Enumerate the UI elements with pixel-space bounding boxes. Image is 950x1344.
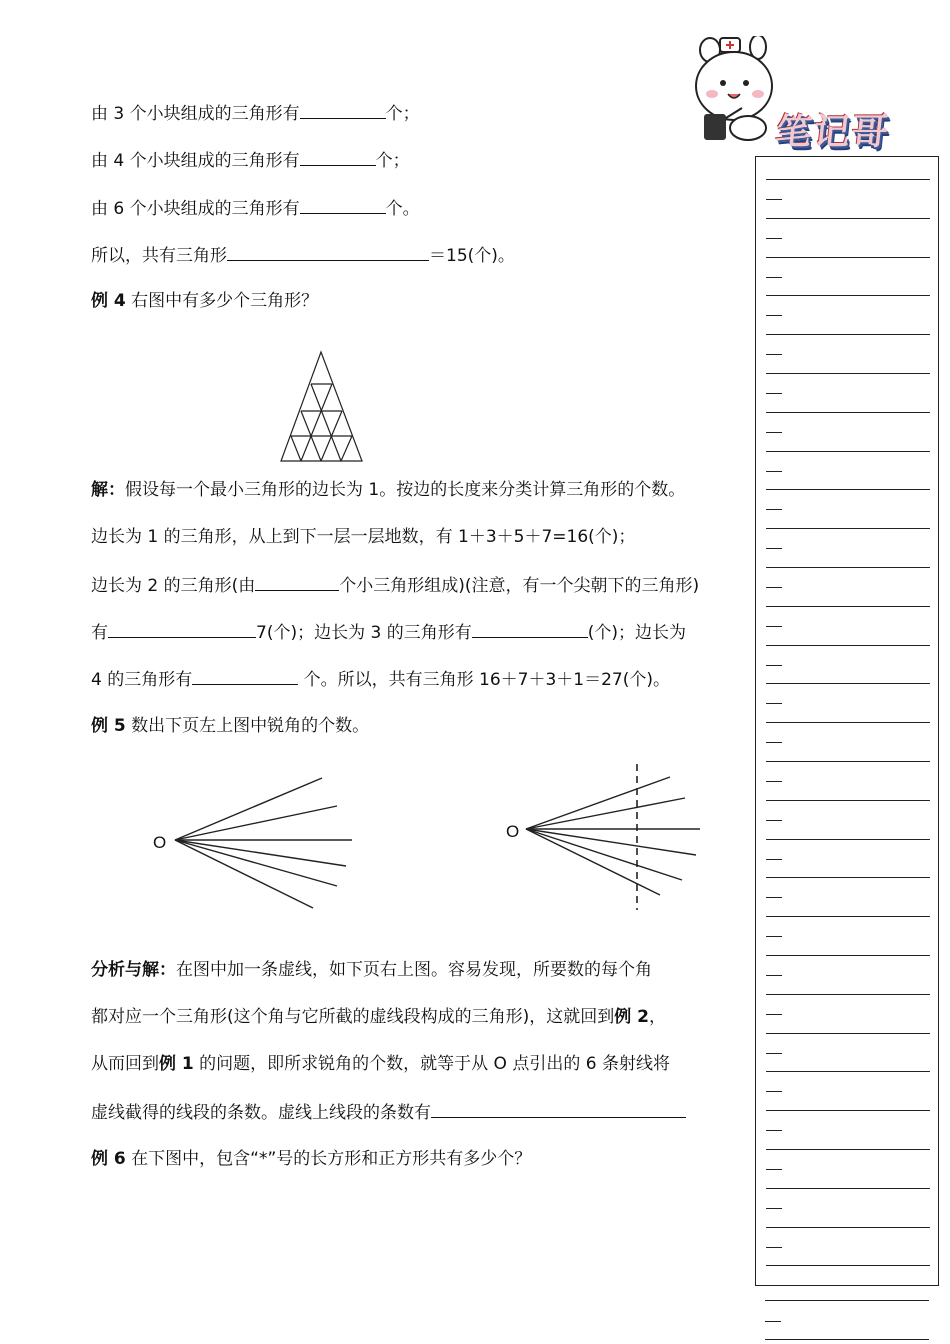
line-text: 在下图中，包含“*”号的长方形和正方形共有多少个？ — [125, 1149, 532, 1169]
answer-blank[interactable] — [300, 148, 376, 166]
note-line-short — [766, 277, 782, 278]
line-text: 右图中有多少个三角形？ — [125, 291, 319, 311]
note-line[interactable] — [766, 955, 930, 956]
example-ref: 例 2 — [614, 1007, 650, 1027]
note-line[interactable] — [766, 1033, 930, 1034]
note-line-short — [766, 548, 782, 549]
note-line[interactable] — [766, 1188, 930, 1189]
answer-blank[interactable] — [108, 620, 256, 638]
analysis-line-3 — [91, 1053, 670, 1075]
note-line-short — [766, 936, 782, 937]
note-line[interactable] — [766, 994, 930, 995]
notes-panel — [755, 156, 939, 1286]
analysis-line-2 — [91, 1006, 666, 1028]
logo-text: 笔记哥 — [773, 112, 892, 153]
line-text: 由 6 个小块组成的三角形有 — [91, 199, 300, 219]
line-text: 在图中加一条虚线，如下页右上图。容易发现，所要数的每个角 — [176, 960, 652, 980]
note-line — [765, 1300, 929, 1301]
line-text: 假设每一个最小三角形的边长为 1。按边的长度来分类计算三角形的个数。 — [125, 480, 686, 500]
line-text: 个； — [385, 104, 420, 124]
line-text: 虚线截得的线段的条数。虚线上线段的条数有 — [91, 1103, 431, 1123]
line-text: 个小三角形组成)(注意，有一个尖朝下的三角形) — [339, 576, 700, 596]
note-line[interactable] — [766, 683, 930, 684]
example-6-heading — [91, 1148, 531, 1170]
note-line-short — [766, 1053, 782, 1054]
note-line-short — [766, 665, 782, 666]
line-text: 数出下页左上图中锐角的个数。 — [125, 716, 370, 736]
note-line-short — [766, 238, 782, 239]
note-line[interactable] — [766, 916, 930, 917]
line-text: 都对应一个三角形(这个角与它所截的虚线段构成的三角形)，这就回到 — [91, 1007, 615, 1027]
note-line-short — [766, 859, 782, 860]
answer-blank[interactable] — [431, 1100, 686, 1118]
note-line[interactable] — [766, 606, 930, 607]
note-line[interactable] — [766, 528, 930, 529]
example-label: 例 4 — [91, 291, 126, 311]
note-line-short — [766, 1091, 782, 1092]
note-line[interactable] — [766, 295, 930, 296]
note-line-short — [766, 1285, 782, 1286]
line-text: 有 — [91, 623, 108, 643]
note-line[interactable] — [766, 567, 930, 568]
note-line-short — [766, 975, 782, 976]
solution-line-1 — [91, 479, 685, 501]
note-line[interactable] — [766, 1265, 930, 1266]
note-line[interactable] — [766, 877, 930, 878]
rays-figure-right — [500, 760, 705, 912]
note-line-short — [766, 587, 782, 588]
note-line[interactable] — [766, 839, 930, 840]
note-line[interactable] — [766, 334, 930, 335]
note-line-short — [766, 897, 782, 898]
bunny-mascot-icon — [690, 36, 785, 146]
example-label: 例 5 — [91, 716, 126, 736]
analysis-line-1 — [91, 959, 652, 981]
solution-line-5 — [91, 667, 670, 691]
text-line-3-blocks — [91, 101, 420, 125]
note-line-short — [766, 315, 782, 316]
note-line[interactable] — [766, 1227, 930, 1228]
origin-label: O — [153, 833, 167, 852]
answer-blank[interactable] — [300, 101, 386, 119]
note-line-short — [766, 703, 782, 704]
note-line-short — [766, 1247, 782, 1248]
line-text: 所以，共有三角形 — [91, 246, 227, 266]
note-line-short — [766, 432, 782, 433]
note-line[interactable] — [766, 489, 930, 490]
analysis-label: 分析与解： — [91, 960, 176, 980]
origin-label: O — [506, 822, 520, 841]
rays-figure-left — [150, 770, 360, 915]
analysis-line-4 — [91, 1100, 686, 1124]
note-line[interactable] — [766, 412, 930, 413]
note-line[interactable] — [766, 373, 930, 374]
note-line-short — [766, 1014, 782, 1015]
line-text: 边长为 2 的三角形(由 — [91, 576, 256, 596]
solution-line-2 — [91, 526, 635, 548]
solution-line-4 — [91, 620, 686, 644]
note-line[interactable] — [766, 257, 930, 258]
note-line-short — [766, 471, 782, 472]
note-line[interactable] — [766, 451, 930, 452]
answer-blank[interactable] — [192, 667, 298, 685]
note-line — [765, 1321, 781, 1322]
note-line[interactable] — [766, 645, 930, 646]
solution-label: 解： — [91, 480, 125, 500]
note-line-short — [766, 1208, 782, 1209]
note-line[interactable] — [766, 1149, 930, 1150]
note-line[interactable] — [766, 722, 930, 723]
line-text: 4 的三角形有 — [91, 670, 193, 690]
text-line-4-blocks — [91, 148, 410, 172]
line-text: 7(个)；边长为 3 的三角形有 — [256, 623, 472, 643]
note-line-short — [766, 742, 782, 743]
line-text: 个。 — [385, 199, 420, 219]
note-line — [765, 1339, 929, 1340]
example-label: 例 6 — [91, 1149, 126, 1169]
line-text: 从而回到 — [91, 1054, 159, 1074]
note-line[interactable] — [766, 218, 930, 219]
note-line-short — [766, 354, 782, 355]
line-text: 由 3 个小块组成的三角形有 — [91, 104, 300, 124]
text-line-total — [91, 243, 515, 267]
answer-blank[interactable] — [472, 620, 588, 638]
text-line-6-blocks — [91, 196, 420, 220]
example-ref: 例 1 — [159, 1054, 194, 1074]
line-text: ， — [649, 1007, 667, 1027]
line-text: 个。所以，共有三角形 16＋7＋3＋1＝27(个)。 — [298, 670, 671, 690]
note-line-short — [766, 393, 782, 394]
note-line-short — [766, 820, 782, 821]
answer-blank[interactable] — [227, 243, 429, 261]
example-5-heading — [91, 715, 369, 737]
note-line[interactable] — [766, 761, 930, 762]
answer-blank[interactable] — [300, 196, 386, 214]
note-line[interactable] — [766, 1071, 930, 1072]
answer-blank[interactable] — [255, 573, 339, 591]
note-line-short — [766, 199, 782, 200]
line-text: 的问题，即所求锐角的个数，就等于从 O 点引出的 6 条射线将 — [193, 1054, 670, 1074]
solution-line-3 — [91, 573, 699, 597]
note-line-short — [766, 509, 782, 510]
line-text: 边长为 1 的三角形，从上到下一层一层地数，有 1＋3＋5＋7=16(个)； — [91, 527, 636, 547]
note-line-short — [766, 781, 782, 782]
note-line[interactable] — [766, 800, 930, 801]
triangle-grid-figure — [278, 348, 368, 466]
line-text: ＝15(个)。 — [429, 246, 515, 266]
note-line-short — [766, 626, 782, 627]
line-text: 个； — [375, 151, 410, 171]
note-line[interactable] — [766, 1110, 930, 1111]
example-4-heading — [91, 290, 318, 312]
note-line-short — [766, 1169, 782, 1170]
line-text: (个)；边长为 — [587, 623, 686, 643]
note-line-short — [766, 1130, 782, 1131]
line-text: 由 4 个小块组成的三角形有 — [91, 151, 300, 171]
note-line[interactable] — [766, 179, 930, 180]
